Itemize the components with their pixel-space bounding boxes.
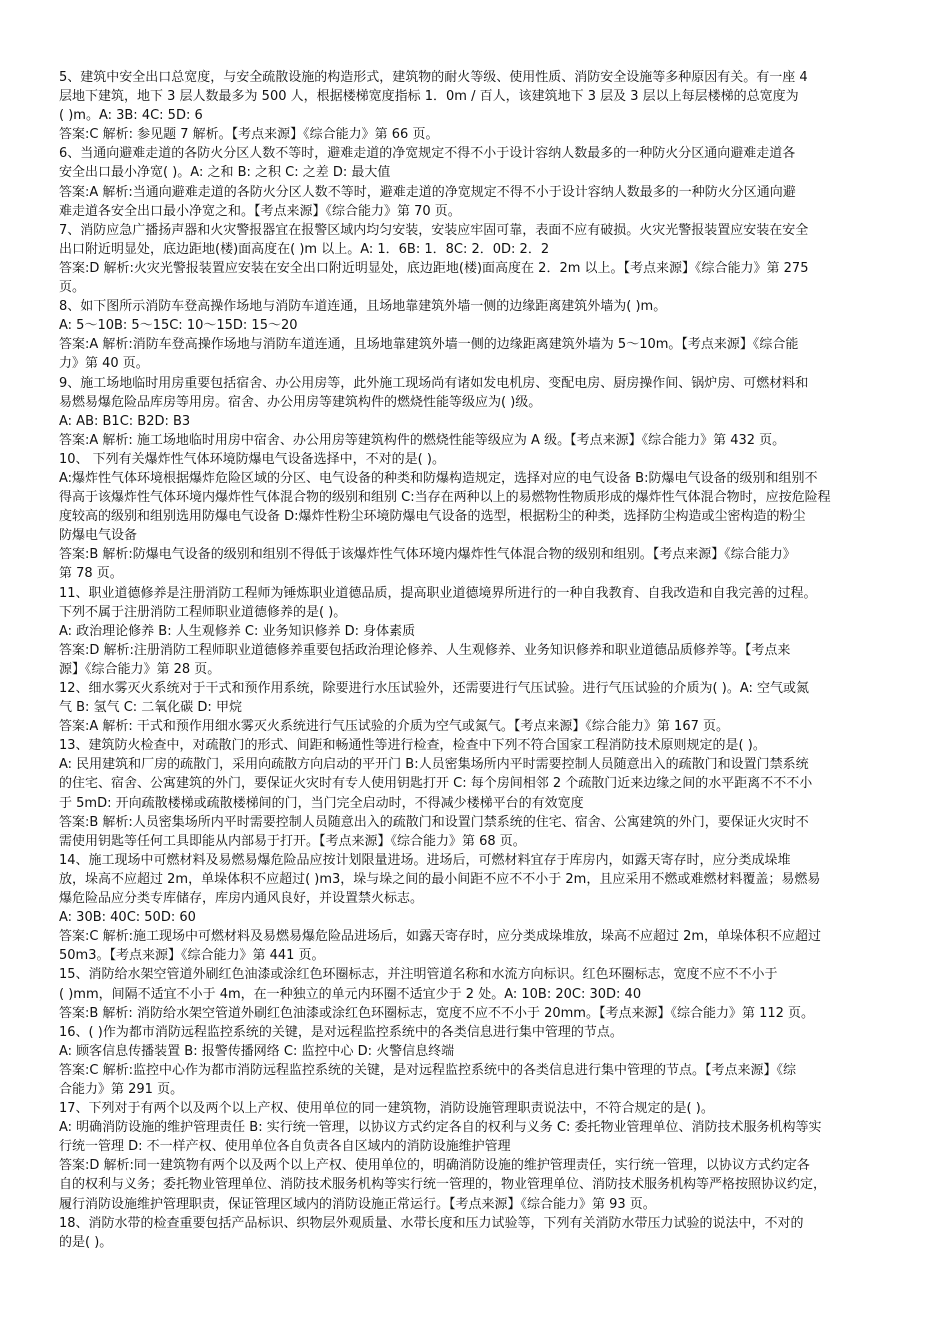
text-line: 答案:B 解析:防爆电气设备的级别和组别不得低于该爆炸性气体环境内爆炸性气体混合物的级别和组别。【考点来源】《综合能力》: [59, 547, 796, 563]
text-line: A: 政治理论修养 B: 人生观修养 C: 业务知识修养 D: 身体素质: [59, 623, 416, 639]
text-line: A: AB: B1C: B2D: B3: [59, 413, 191, 429]
text-line: 需使用钥匙等任何工具即能从内部易于打开。【考点来源】《综合能力》第 68 页。: [59, 833, 526, 849]
text-line: A: 明确消防设施的维护管理责任 B: 实行统一管理，以协议方式约定各自的权利与义务 C: 委托物业管理单位、消防技术服务机构等实: [59, 1120, 822, 1136]
text-line: 页。: [59, 280, 86, 296]
text-line: 的是( )。: [59, 1234, 113, 1250]
text-line: 爆危险品应分类专库储存，库房内通风良好，并设置禁火标志。: [59, 891, 424, 907]
text-line: A: 民用建筑和厂房的疏散门，采用向疏散方向启动的平开门 B:人员密集场所内平时需要控制人员随意出入的疏散门和设置门禁系统: [59, 757, 809, 773]
text-line: 出口附近明显处，底边距地(楼)面高度在( )m 以上。A: 1．6B: 1．8C: 2．0D: 2．2: [59, 241, 550, 257]
text-line: 答案:D 解析:同一建筑物有两个以及两个以上产权、使用单位的，明确消防设施的维护管理责任，实行统一管理，以协议方式约定各: [59, 1158, 810, 1174]
text-line: 11、职业道德修养是注册消防工程师为锤炼职业道德品质，提高职业道德境界所进行的一种自我教育、自我改造和自我完善的过程。: [59, 585, 817, 601]
document-body: [59, 68, 893, 1252]
text-line: 度较高的级别和组别选用防爆电气设备 D:爆炸性粉尘环境防爆电气设备的选型，根据粉尘的种类，选择防尘构造或尘密构造的粉尘: [59, 509, 806, 525]
text-line: 7、消防应急广播扬声器和火灾警报器宜在报警区域内均匀安装，安装应牢固可靠，表面不应有破损。火灾光警报装置应安装在安全: [59, 222, 809, 238]
text-line: 答案:B 解析: 消防给水架空管道外刷红色油漆或涂红色环圈标志，宽度不应不不小于 20mm。【考点来源】《综合能力》第 112 页。: [59, 1005, 815, 1021]
text-line: 15、消防给水架空管道外刷红色油漆或涂红色环圈标志，并注明管道名称和水流方向标识。红色环圈标志，宽度不应不不小于: [59, 967, 778, 983]
text-line: 易燃易爆危险品库房等用房。宿舍、办公用房等建筑构件的燃烧性能等级应为( )级。: [59, 394, 542, 410]
text-line: A: 顾客信息传播装置 B: 报警传播网络 C: 监控中心 D: 火警信息终端: [59, 1043, 455, 1059]
text-line: 答案:A 解析:当通向避难走道的各防火分区人数不等时，避难走道的净宽规定不得不小于设计容纳人数最多的一种防火分区通向避: [59, 184, 796, 200]
text-line: 层地下建筑，地下 3 层人数最多为 500 人，根据楼梯宽度指标 1．0m / 百人，该建筑地下 3 层及 3 层以上每层楼梯的总宽度为: [59, 89, 799, 105]
text-line: 50m3。【考点来源】《综合能力》第 441 页。: [59, 948, 325, 964]
text-line: 得高于该爆炸性气体环境内爆炸性气体混合物的级别和组别 C:当存在两种以上的易燃物性物质形成的爆炸性气体混合物时，应按危险程: [59, 490, 831, 506]
text-line: 17、下列对于有两个以及两个以上产权、使用单位的同一建筑物，消防设施管理职责说法中，不符合规定的是( )。: [59, 1101, 714, 1117]
text-line: 6、当通向避难走道的各防火分区人数不等时，避难走道的净宽规定不得不小于设计容纳人数最多的一种防火分区通向避难走道各: [59, 146, 796, 162]
text-line: A: 30B: 40C: 50D: 60: [59, 910, 196, 926]
text-line: 气 B: 氢气 C: 二氧化碳 D: 甲烷: [59, 700, 242, 716]
text-line: 10、 下列有关爆炸性气体环境防爆电气设备选择中，不对的是( )。: [59, 451, 445, 467]
text-line: 放，垛高不应超过 2m，单垛体积不应超过( )m3，垛与垛之间的最小间距不应不不小于 2m，且应采用不燃或难燃材料覆盖；易燃易: [59, 871, 821, 887]
text-line: 5、建筑中安全出口总宽度，与安全疏散设施的构造形式，建筑物的耐火等级、使用性质、消防安全设施等多种原因有关。有一座 4: [59, 70, 808, 85]
text-line: A: 5～10B: 5～15C: 10～15D: 15～20: [59, 318, 298, 334]
text-line: 9、施工场地临时用房重要包括宿舍、办公用房等，此外施工现场尚有诸如发电机房、变配电房、厨房操作间、锅炉房、可燃材料和: [59, 375, 809, 391]
text-line: 于 5mD: 开向疏散楼梯或疏散楼梯间的门，当门完全启动时，不得减少楼梯平台的有效宽度: [59, 795, 584, 811]
text-line: 难走道各安全出口最小净宽之和。【考点来源】《综合能力》第 70 页。: [59, 203, 461, 219]
text-line: 答案:D 解析:注册消防工程师职业道德修养重要包括政治理论修养、人生观修养、业务知识修养和职业道德品质修养等。【考点来: [59, 642, 791, 658]
text-line: 安全出口最小净宽( )。A: 之和 B: 之积 C: 之差 D: 最大值: [59, 165, 391, 181]
text-line: 行统一管理 D: 不一样产权、使用单位各自负责各自区域内的消防设施维护管理: [59, 1139, 511, 1155]
text-line: ( )mm，间隔不适宜不小于 4m，在一种独立的单元内环圈不适宜少于 2 处。A: 10B: 20C: 30D: 40: [59, 986, 642, 1002]
text-line: 13、建筑防火检查中，对疏散门的形式、间距和畅通性等进行检查，检查中下列不符合国家工程消防技术原则规定的是( )。: [59, 738, 766, 754]
text-line: 防爆电气设备: [59, 528, 138, 544]
text-line: 12、细水雾灭火系统对于干式和预作用系统，除要进行水压试验外，还需要进行气压试验。进行气压试验的介质为( )。A: 空气或氮: [59, 681, 809, 696]
text-line: ( )m。A: 3B: 4C: 5D: 6: [59, 108, 203, 124]
text-line: 下列不属于注册消防工程师职业道德修养的是( )。: [59, 604, 347, 620]
text-line: 第 78 页。: [59, 566, 123, 582]
text-line: 答案:B 解析:人员密集场所内平时需要控制人员随意出入的疏散门和设置门禁系统的住宅、宿舍、公寓建筑的外门，要保证火灾时不: [59, 814, 809, 830]
text-line: 答案:A 解析: 施工场地临时用房中宿舍、办公用房等建筑构件的燃烧性能等级应为 A 级。【考点来源】《综合能力》第 432 页。: [59, 432, 786, 448]
text-line: 答案:C 解析: 参见题 7 解析。【考点来源】《综合能力》第 66 页。: [59, 127, 439, 143]
text-line: 14、施工现场中可燃材料及易燃易爆危险品应按计划限量进场。进场后，可燃材料宜存于库房内，如露天寄存时，应分类成垛堆: [59, 852, 791, 868]
text-line: 答案:C 解析:施工现场中可燃材料及易燃易爆危险品进场后，如露天寄存时，应分类成垛堆放，垛高不应超过 2m，单垛体积不应超过: [59, 929, 822, 945]
text-line: 答案:A 解析:消防车登高操作场地与消防车道连通，且场地靠建筑外墙一侧的边缘距离建筑外墙为 5～10m。【考点来源】《综合能: [59, 337, 799, 353]
text-line: 18、消防水带的检查重要包括产品标识、织物层外观质量、水带长度和压力试验等，下列有关消防水带压力试验的说法中，不对的: [59, 1215, 804, 1231]
text-line: 答案:A 解析: 干式和预作用细水雾灭火系统进行气压试验的介质为空气或氮气。【考点来源】《综合能力》第 167 页。: [59, 719, 729, 735]
text-line: 答案:D 解析:火灾光警报装置应安装在安全出口附近明显处，底边距地(楼)面高度在 2．2m 以上。【考点来源】《综合能力》第 275: [59, 260, 809, 276]
text-line: 的住宅、宿舍、公寓建筑的外门，要保证火灾时有专人使用钥匙打开 C: 每个房间相邻 2 个疏散门近来边缘之间的水平距离不不不小: [59, 776, 813, 792]
text-line: 16、( )作为都市消防远程监控系统的关键，是对远程监控系统中的各类信息进行集中管理的节点。: [59, 1024, 623, 1040]
text-line: 源】《综合能力》第 28 页。: [59, 661, 221, 677]
text-line: 履行消防设施维护管理职责，保证管理区域内的消防设施正常运行。【考点来源】《综合能力》第 93 页。: [59, 1196, 656, 1212]
text-line: 力》第 40 页。: [59, 356, 149, 372]
text-line: 答案:C 解析:监控中心作为都市消防远程监控系统的关键，是对远程监控系统中的各类信息进行集中管理的节点。【考点来源】《综: [59, 1062, 796, 1078]
text-line: 合能力》第 291 页。: [59, 1081, 184, 1097]
text-line: A:爆炸性气体环境根据爆炸危险区域的分区、电气设备的种类和防爆构造规定，选择对应的电气设备 B:防爆电气设备的级别和组别不: [59, 470, 818, 486]
text-line: 8、如下图所示消防车登高操作场地与消防车道连通，且场地靠建筑外墙一侧的边缘距离建筑外墙为( )m。: [59, 299, 667, 315]
text-line: 自的权利与义务；委托物业管理单位、消防技术服务机构等实行统一管理的，物业管理单位、消防技术服务机构等严格按照协议约定，: [59, 1177, 827, 1193]
